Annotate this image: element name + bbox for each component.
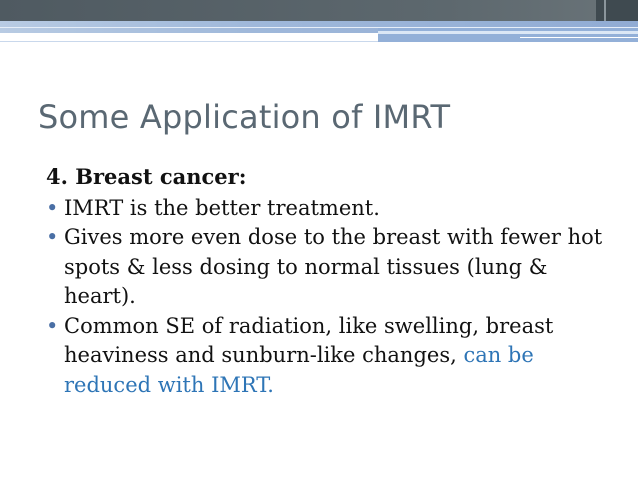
bullet-text: IMRT is the better treatment. bbox=[64, 195, 380, 220]
section-heading: 4. Breast cancer: bbox=[46, 164, 247, 189]
header-band-accent bbox=[596, 0, 638, 21]
bullet-marker: • bbox=[46, 313, 59, 338]
bullet-item bbox=[46, 223, 606, 312]
header-band-accent-line bbox=[604, 0, 606, 21]
slide-body bbox=[46, 162, 606, 400]
header-band-dark bbox=[0, 0, 638, 21]
bullet-item bbox=[46, 194, 606, 224]
bullet-marker: • bbox=[46, 225, 59, 249]
bullet-item bbox=[46, 312, 606, 401]
bullet-text: Common SE of radiation, like swelling, breast heaviness and sunburn-like changes, bbox=[64, 313, 554, 367]
header-band-thin bbox=[0, 41, 378, 42]
header-band-blue-highlight bbox=[378, 31, 638, 34]
bullet-marker: • bbox=[46, 195, 59, 220]
bullet-text: Gives more even dose to the breast with fewer hot spots & less dosing to normal tissues (lung & heart). bbox=[64, 225, 603, 308]
bullet-highlight-text: can be reduced with IMRT. bbox=[64, 343, 534, 397]
slide-title: Some Application of IMRT bbox=[38, 98, 451, 136]
header-band-white-line bbox=[520, 37, 638, 38]
